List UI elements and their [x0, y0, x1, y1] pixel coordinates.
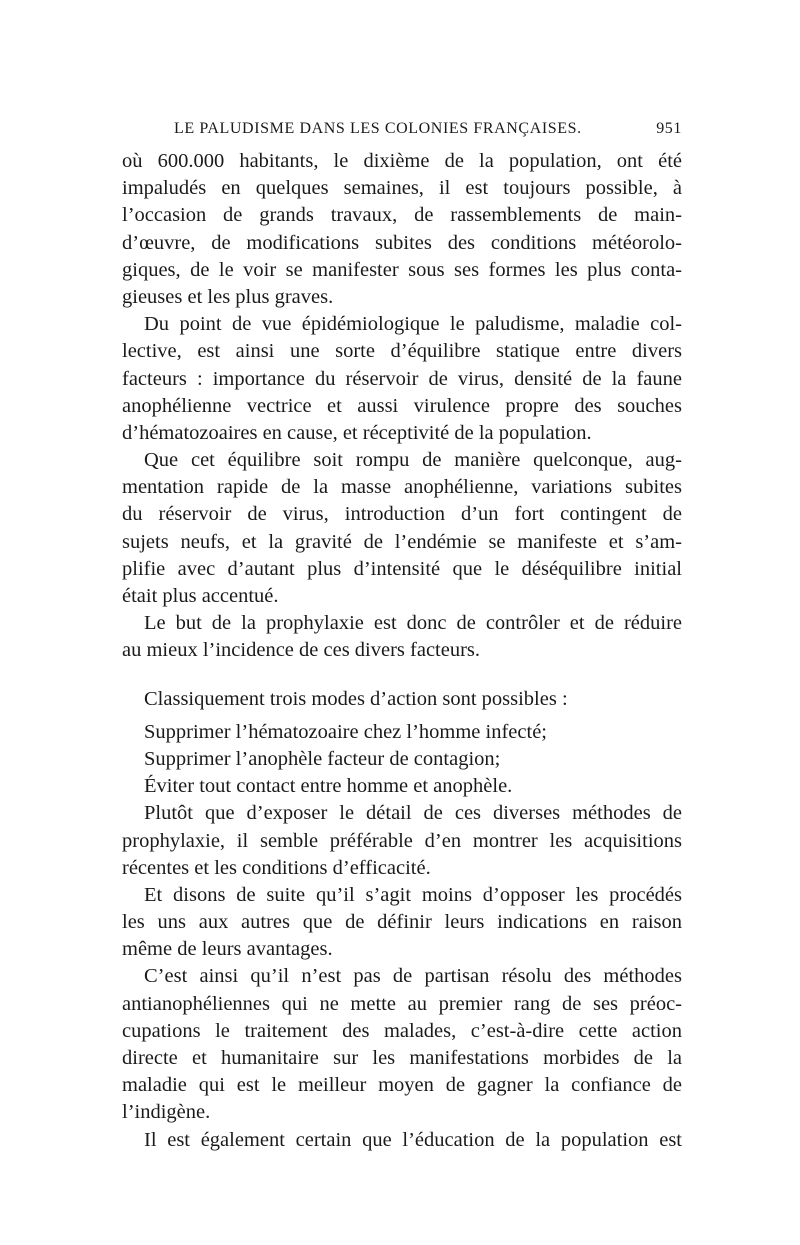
list-item: Supprimer l’anophèle facteur de contagion; [144, 747, 501, 770]
text-line: était plus accentué. [122, 585, 279, 607]
text-line: Plutôt que d’exposer le détail de ces diverses méthodes de [144, 802, 682, 825]
text-line: d’œuvre, de modifications subites des conditions météorolo- [122, 231, 682, 254]
text-line: Du point de vue épidémiologique le paludisme, maladie col- [144, 313, 682, 336]
text-line: impaludés en quelques semaines, il est toujours possible, à [122, 177, 682, 200]
text-line: Classiquement trois modes d’action sont possibles : [144, 687, 568, 710]
text-line: facteurs : importance du réservoir de virus, densité de la faune [122, 367, 682, 390]
text-line: maladie qui est le meilleur moyen de gagner la confiance de [122, 1074, 682, 1097]
text-line: récentes et les conditions d’efficacité. [122, 856, 431, 879]
text-line: cupations le traitement des malades, c’est-à-dire cette action [122, 1019, 682, 1042]
text-line: l’occasion de grands travaux, de rassemblements de main- [122, 204, 682, 227]
book-page [122, 118, 682, 1154]
text-line: C’est ainsi qu’il n’est pas de partisan résolu des méthodes [144, 965, 682, 988]
text-line: les uns aux autres que de définir leurs indications en raison [122, 911, 682, 934]
body-text [122, 148, 682, 1154]
text-line: où 600.000 habitants, le dixième de la population, ont été [122, 150, 682, 172]
text-line: Que cet équilibre soit rompu de manière quelconque, aug- [144, 449, 682, 472]
text-line: gieuses et les plus graves. [122, 285, 334, 308]
text-line: Et disons de suite qu’il s’agit moins d’opposer les procédés [144, 883, 682, 906]
running-title: LE PALUDISME DANS LES COLONIES FRANÇAISES. [174, 120, 582, 137]
text-line: même de leurs avantages. [122, 938, 333, 961]
text-line: du réservoir de virus, introduction d’un fort contingent de [122, 503, 682, 526]
text-line: Il est également certain que l’éducation de la population est [144, 1128, 682, 1151]
page-number: 951 [656, 120, 682, 137]
text-line: lective, est ainsi une sorte d’équilibre statique entre divers [122, 340, 682, 363]
paragraph-gap [122, 665, 682, 686]
text-line: sujets neufs, et la gravité de l’endémie se manifeste et s’am- [122, 530, 682, 553]
text-line: au mieux l’incidence de ces divers facteurs. [122, 639, 481, 662]
text-line: plifie avec d’autant plus d’intensité que le déséquilibre initial [122, 557, 682, 580]
text-line: anophélienne vectrice et aussi virulence propre des souches [122, 394, 682, 417]
text-line: mentation rapide de la masse anophélienne, variations subites [122, 476, 682, 499]
text-line: l’indigène. [122, 1101, 211, 1124]
text-line: prophylaxie, il semble préférable d’en montrer les acquisitions [122, 829, 682, 852]
text-line: antianophéliennes qui ne mette au premier rang de ses préoc- [122, 992, 682, 1015]
text-line: Le but de la prophylaxie est donc de contrôler et de réduire [144, 612, 682, 635]
text-line: directe et humanitaire sur les manifestations morbides de la [122, 1047, 682, 1069]
list-item: Supprimer l’hématozoaire chez l’homme infecté; [144, 720, 547, 743]
text-line: d’hématozoaires en cause, et réceptivité de la population. [122, 421, 592, 444]
list-item: Éviter tout contact entre homme et anophèle. [144, 775, 513, 798]
running-head [174, 118, 682, 140]
text-line: giques, de le voir se manifester sous ses formes les plus conta- [122, 258, 682, 281]
